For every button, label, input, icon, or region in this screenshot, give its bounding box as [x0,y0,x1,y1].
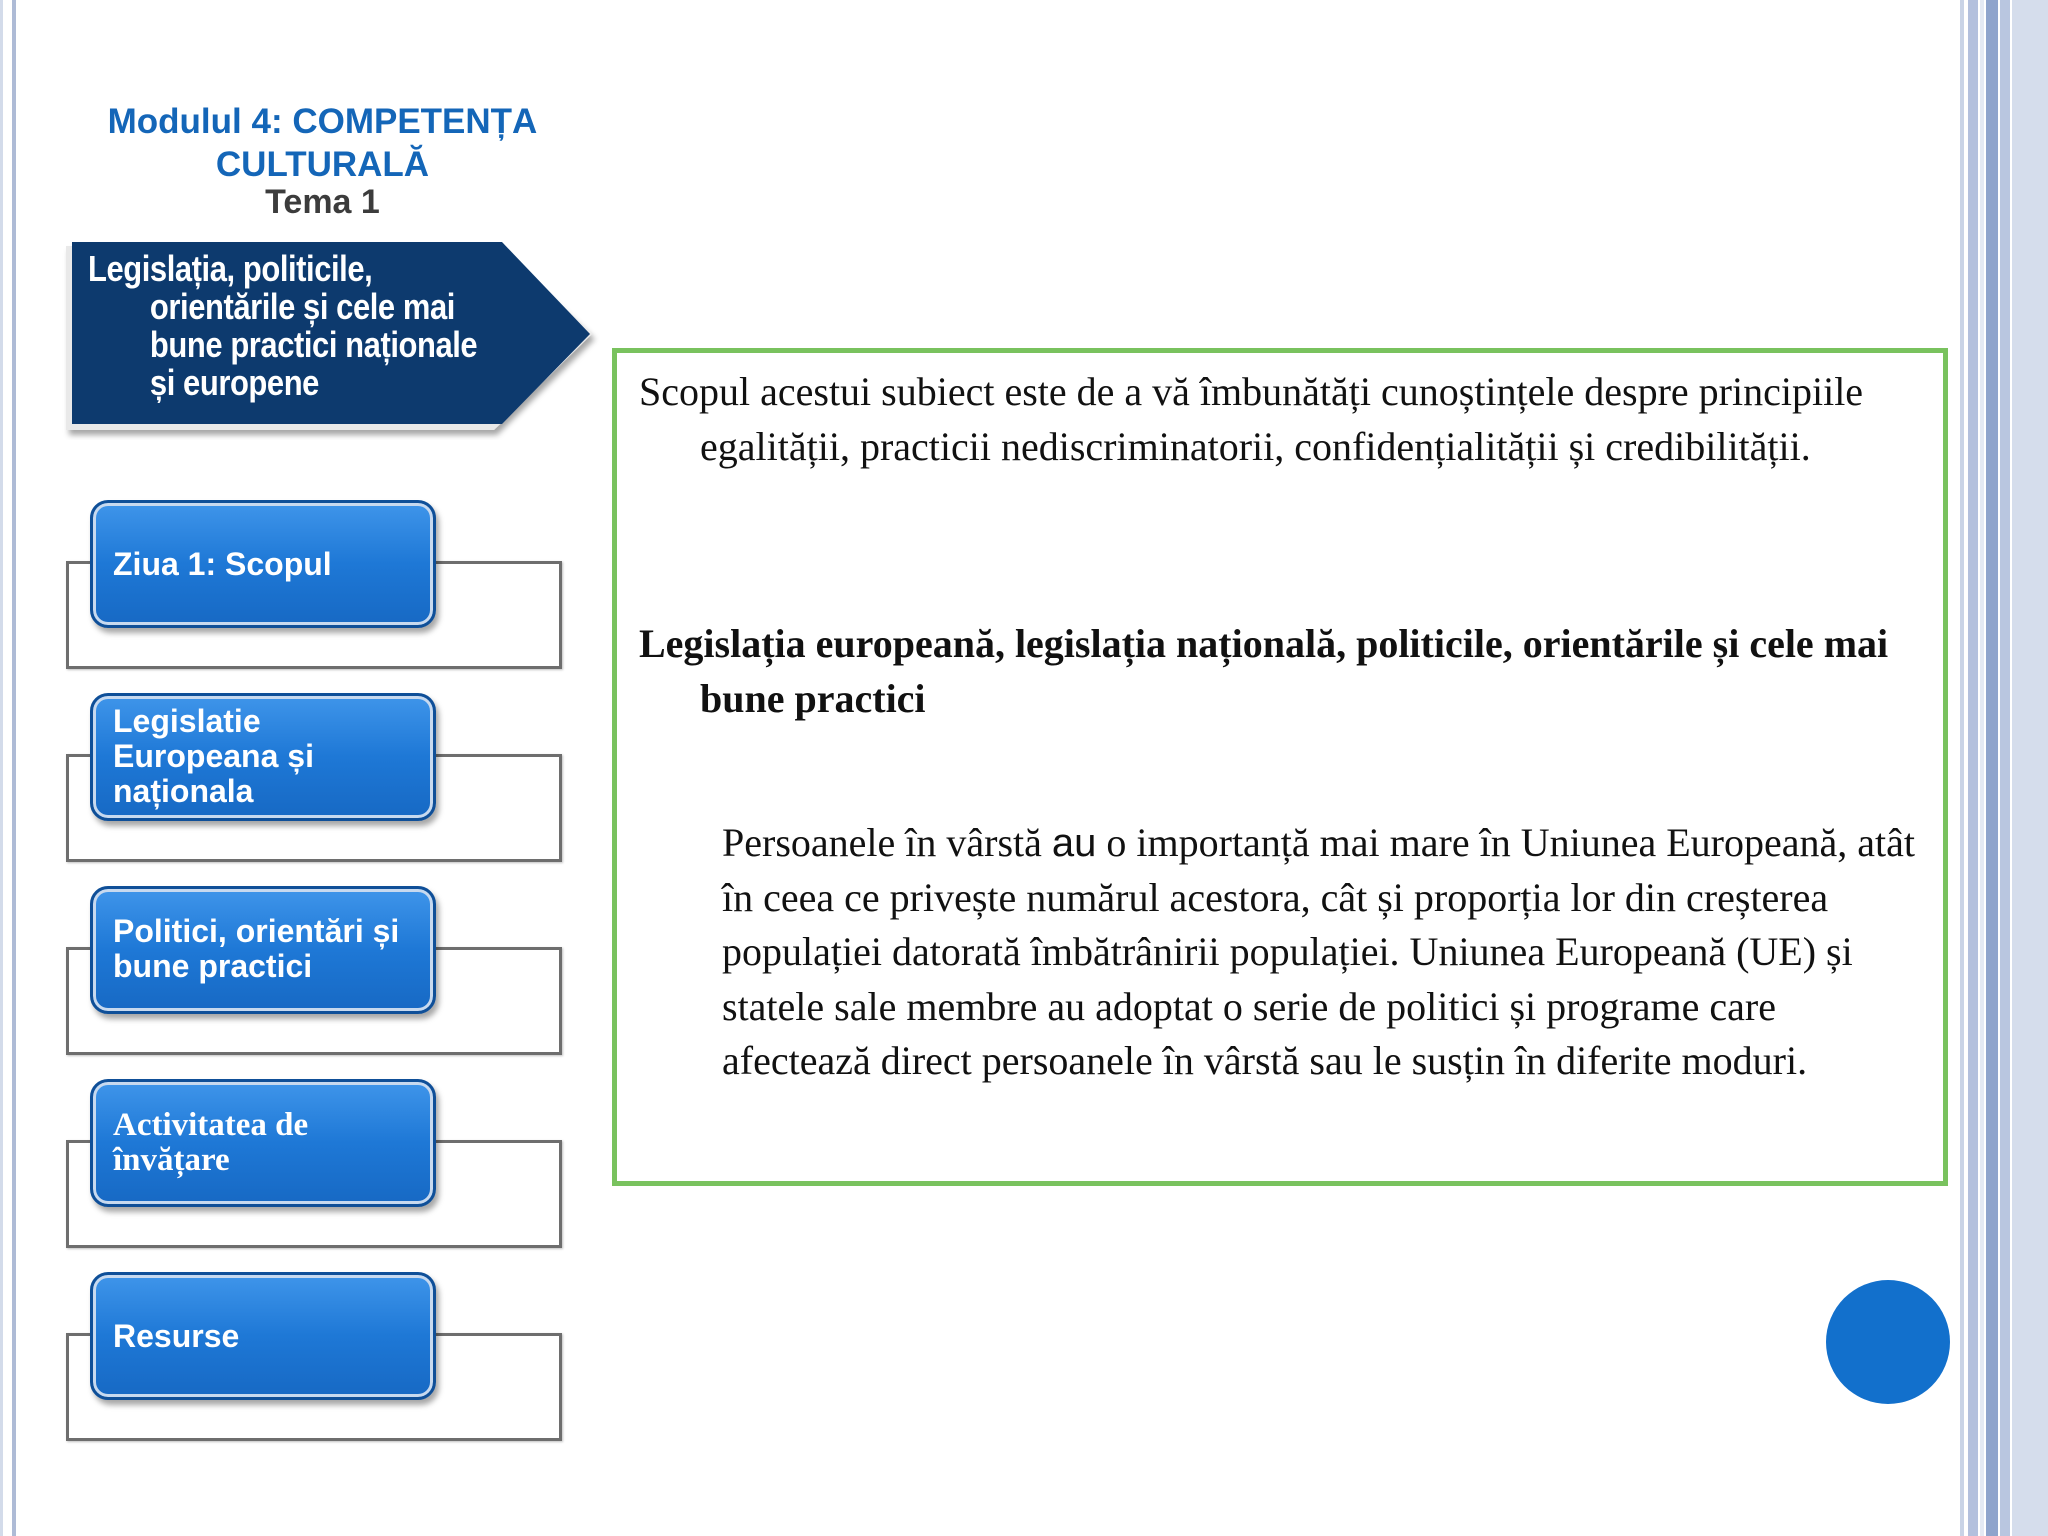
module-title-line2: CULTURALĂ [215,145,430,184]
left-edge-line-outer [0,0,3,1536]
topic-banner [62,240,607,440]
body-text-part2: o importanță mai mare în Uniunea Europeană, atât în ceea ce privește numărul acestora, cât și proporția lor din creșterea populației datorată îmbătrânirii populației. Uniunea Europeană (UE) și statele sale membre au adoptat o serie de politici și programe care afectează direct persoanele în vârstă sau le susțin în diferite moduri. [722,820,1915,1083]
nav-item-learning-activity [66,1079,566,1214]
intro-paragraph: Scopul acestui subiect este de a vă îmbunătăți cunoștințele despre principiile egalității, practicii nediscriminatorii, confidențialității și credibilității. [639,369,1864,469]
nav-button-label-line2: bune practici [113,948,313,984]
nav-button-label-line2: Europeana și [113,738,314,774]
nav-button-policies[interactable] [90,886,436,1014]
nav-item-scope [66,500,566,635]
nav-button-legislation[interactable] [90,693,436,821]
nav-button-scope[interactable] [90,500,436,628]
banner-line3: bune practici naționale [149,324,478,365]
section-heading: Legislația europeană, legislația națională, politicile, orientările și cele mai bune practici [639,621,1889,721]
right-stripe-5 [2000,0,2010,1536]
nav-button-label [113,1108,419,1178]
body-text-part1: Persoanele în vârstă [722,820,1052,865]
nav-item-legislation [66,693,566,828]
banner-line1: Legislația, politicile, [88,248,373,289]
body-text-au: au [1051,821,1097,865]
module-title-line1: Modulul 4: COMPETENȚA [107,102,538,141]
nav-button-label-line1: Legislatie [113,703,261,739]
content-box [612,348,1948,1186]
nav-button-label-line2: învățare [113,1142,230,1178]
banner-line4: și europene [149,362,319,403]
banner-text [88,250,484,402]
nav-button-label: Resurse [113,1318,240,1354]
right-stripe-4 [1986,0,1998,1536]
right-stripe-2 [1968,0,1978,1536]
right-stripe-1 [1960,0,1964,1536]
nav-button-label: Ziua 1: Scopul [113,546,332,582]
topic-label: Tema 1 [265,183,380,221]
banner-line2: orientările și cele mai [149,286,455,327]
right-stripe-6 [2012,0,2048,1536]
slide-nav-circle-button[interactable] [1826,1280,1950,1404]
nav-button-label [113,704,419,809]
right-stripe-3 [1980,0,1984,1536]
nav-item-policies [66,886,566,1021]
nav-button-label-line1: Politici, orientări și [113,913,400,949]
nav-button-learning-activity[interactable] [90,1079,436,1207]
nav-button-label-line1: Activitatea de [113,1107,309,1143]
nav-button-label [113,914,419,984]
nav-button-resources[interactable] [90,1272,436,1400]
module-title [70,100,575,186]
body-paragraph [639,816,1929,1089]
nav-item-resources [66,1272,566,1407]
nav-button-label-line3: naționala [113,773,254,809]
left-edge-line [12,0,16,1536]
